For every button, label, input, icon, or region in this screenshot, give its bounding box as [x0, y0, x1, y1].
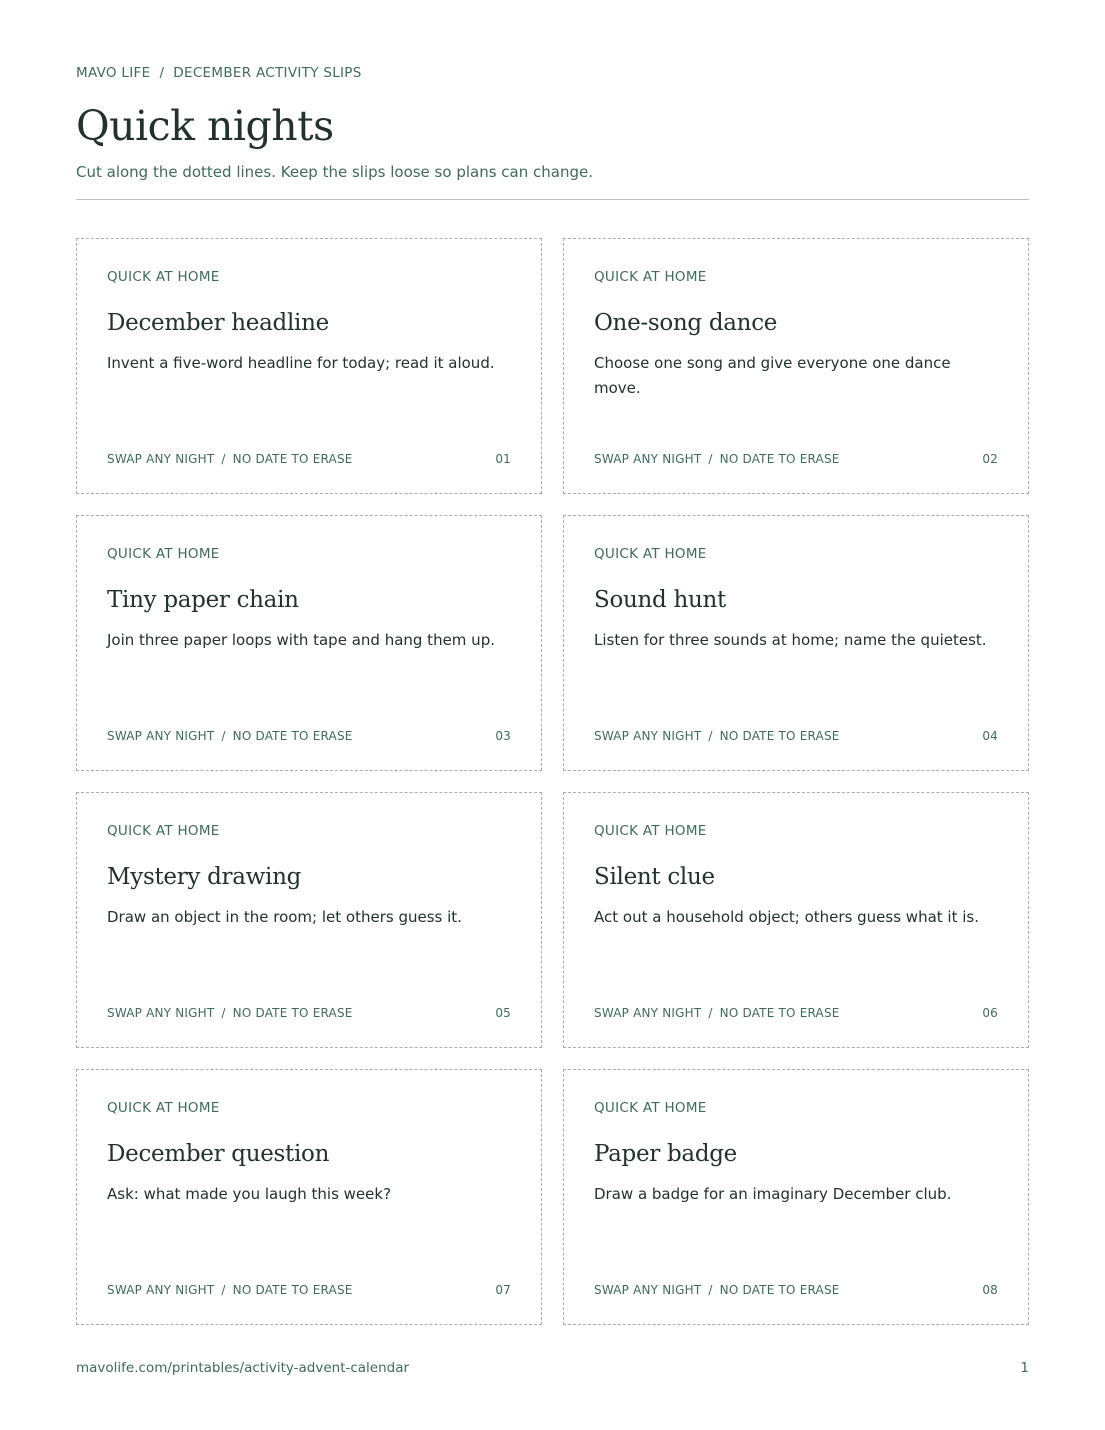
slip-footer-note [107, 1006, 353, 1020]
slip-footer-separator: / [708, 1283, 713, 1297]
slip-footer-note [107, 729, 353, 743]
slip-category: QUICK AT HOME [107, 269, 220, 285]
slip-category: QUICK AT HOME [594, 269, 707, 285]
breadcrumb [76, 65, 362, 81]
activity-slip [563, 238, 1029, 494]
slip-footer [107, 452, 511, 466]
slip-category: QUICK AT HOME [107, 1100, 220, 1116]
slip-footer-separator: / [708, 452, 713, 466]
slip-description: Invent a five-word headline for today; read it aloud. [107, 354, 495, 372]
slip-footer-right: NO DATE TO ERASE [232, 452, 353, 466]
slip-number: 08 [982, 1283, 998, 1297]
slip-title: Sound hunt [594, 587, 726, 613]
activity-slip [563, 792, 1029, 1048]
slip-footer-note [107, 452, 353, 466]
activity-slip [563, 1069, 1029, 1325]
page-subtitle: Cut along the dotted lines. Keep the slips loose so plans can change. [76, 163, 593, 181]
slip-footer-left: SWAP ANY NIGHT [107, 452, 215, 466]
page-number: 1 [1020, 1360, 1029, 1376]
slip-title: Silent clue [594, 864, 715, 890]
activity-slip [76, 1069, 542, 1325]
activity-slip [76, 238, 542, 494]
slip-category: QUICK AT HOME [594, 546, 707, 562]
slip-description: Ask: what made you laugh this week? [107, 1185, 392, 1203]
slip-footer-note [594, 1283, 840, 1297]
activity-slip [563, 515, 1029, 771]
slip-footer-left: SWAP ANY NIGHT [594, 1006, 702, 1020]
slip-category: QUICK AT HOME [594, 1100, 707, 1116]
slip-footer-right: NO DATE TO ERASE [232, 729, 353, 743]
slip-title: December headline [107, 310, 329, 336]
slip-number: 04 [982, 729, 998, 743]
page-title: Quick nights [76, 102, 334, 150]
slip-title: Mystery drawing [107, 864, 302, 890]
slip-category: QUICK AT HOME [107, 823, 220, 839]
slip-number: 06 [982, 1006, 998, 1020]
header-divider [76, 199, 1029, 200]
activity-slip [76, 515, 542, 771]
page [76, 0, 1029, 1430]
slip-footer-left: SWAP ANY NIGHT [594, 452, 702, 466]
slip-footer-right: NO DATE TO ERASE [719, 729, 840, 743]
slip-category: QUICK AT HOME [594, 823, 707, 839]
slip-title: One-song dance [594, 310, 778, 336]
slip-description: Listen for three sounds at home; name the quietest. [594, 631, 987, 649]
slip-footer [107, 1283, 511, 1297]
breadcrumb-separator: / [159, 65, 165, 81]
slip-title: December question [107, 1141, 330, 1167]
slip-title: Tiny paper chain [107, 587, 299, 613]
slip-description: Choose one song and give everyone one dance move. [594, 354, 951, 397]
slip-footer-separator: / [708, 729, 713, 743]
slip-description: Join three paper loops with tape and hang them up. [107, 631, 495, 649]
slip-footer-left: SWAP ANY NIGHT [107, 1006, 215, 1020]
slip-footer [594, 1283, 998, 1297]
slip-description: Act out a household object; others guess what it is. [594, 908, 979, 926]
slip-footer-left: SWAP ANY NIGHT [594, 729, 702, 743]
slip-footer-note [594, 729, 840, 743]
activity-slip [76, 792, 542, 1048]
slip-description: Draw an object in the room; let others guess it. [107, 908, 462, 926]
slip-footer [107, 1006, 511, 1020]
slip-footer-right: NO DATE TO ERASE [232, 1006, 353, 1020]
slip-footer-separator: / [708, 1006, 713, 1020]
slip-footer [594, 729, 998, 743]
breadcrumb-section: DECEMBER ACTIVITY SLIPS [173, 65, 362, 81]
slip-number: 05 [495, 1006, 511, 1020]
slip-footer [594, 452, 998, 466]
slip-footer-right: NO DATE TO ERASE [719, 452, 840, 466]
slip-number: 07 [495, 1283, 511, 1297]
slip-footer-left: SWAP ANY NIGHT [594, 1283, 702, 1297]
slip-number: 03 [495, 729, 511, 743]
slip-footer-separator: / [221, 1283, 226, 1297]
slip-footer [594, 1006, 998, 1020]
slip-footer-right: NO DATE TO ERASE [719, 1006, 840, 1020]
breadcrumb-site-link[interactable]: MAVO LIFE [76, 65, 151, 81]
slip-category: QUICK AT HOME [107, 546, 220, 562]
slip-footer-note [594, 452, 840, 466]
slip-number: 02 [982, 452, 998, 466]
slip-footer-left: SWAP ANY NIGHT [107, 1283, 215, 1297]
slip-footer-separator: / [221, 452, 226, 466]
slip-footer [107, 729, 511, 743]
slip-footer-separator: / [221, 1006, 226, 1020]
slip-footer-left: SWAP ANY NIGHT [107, 729, 215, 743]
slip-title: Paper badge [594, 1141, 737, 1167]
slip-footer-note [107, 1283, 353, 1297]
slip-footer-note [594, 1006, 840, 1020]
slip-grid [76, 238, 1029, 1325]
slip-footer-separator: / [221, 729, 226, 743]
footer-url-link[interactable]: mavolife.com/printables/activity-advent-calendar [76, 1360, 410, 1376]
slip-number: 01 [495, 452, 511, 466]
slip-footer-right: NO DATE TO ERASE [719, 1283, 840, 1297]
slip-description: Draw a badge for an imaginary December club. [594, 1185, 952, 1203]
slip-footer-right: NO DATE TO ERASE [232, 1283, 353, 1297]
